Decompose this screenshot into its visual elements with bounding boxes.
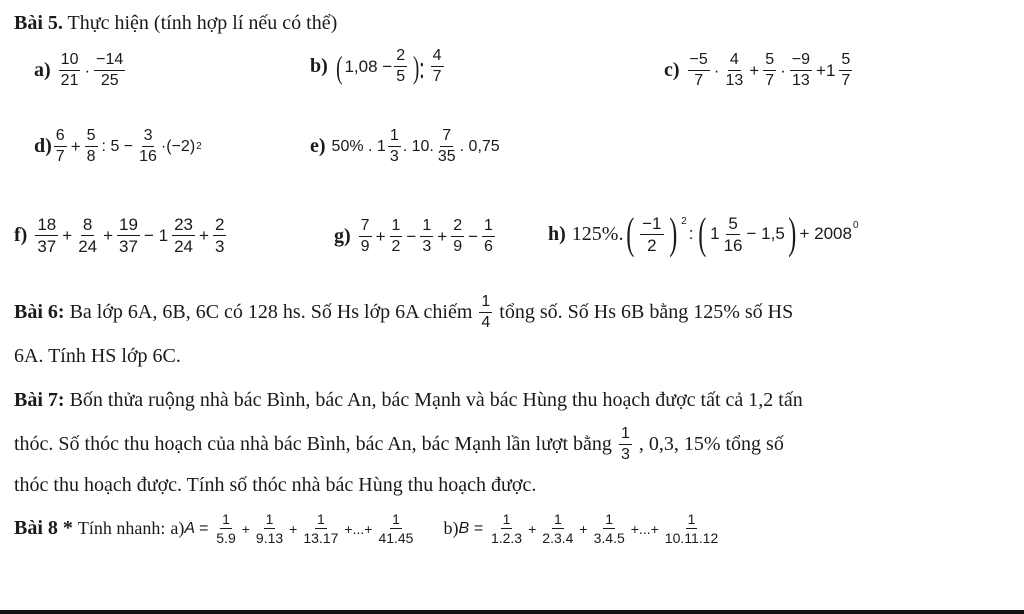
fraction: $\frac{7}{9}$ (360, 217, 370, 255)
fraction: $\frac{1}{10.11.12}$ (664, 511, 719, 546)
b6-line-2: 6A. Tính HS lớp 6C. (14, 345, 181, 367)
fraction: $\frac{1}{3.4.5}$ (593, 511, 625, 546)
fraction: $\frac{3}{16}$ (139, 127, 157, 165)
b8-heading: Bài 8 * (14, 517, 73, 539)
fraction: $\frac{-1}{2}$ (642, 213, 662, 255)
b8-line: Bài 8 * Tính nhanh: a) A = $\frac{1}{5.9}$ + $\frac{1}{9.13}$ + $\frac{1}{13.17}$ +...+ $\frac{1}{41.45}$ b) B = $\frac{1}{1.2.3}$ + $\frac{1}{2.3.4}$ + $\frac{1}{3.4.5}$ +...+ $\frac{1}{10.11.12}$ (14, 511, 719, 546)
problem-5c: c) $\frac{-5}{7}$ · $\frac{4}{13}$ + $\frac{5}{7}$ · $\frac{-9}{13}$ +1 $\frac{5}{7}$ (664, 51, 851, 89)
fraction: $\frac{2}{3}$ (214, 215, 225, 256)
label-5g: g) (334, 225, 351, 247)
fraction: $\frac{10}{21}$ (60, 51, 79, 89)
fraction: $\frac{7}{35}$ (437, 127, 456, 165)
problem-5a: a) $\frac{10}{21}$ · $\frac{-14}{25}$ (34, 51, 124, 89)
fraction: $\frac{-9}{13}$ (791, 51, 811, 89)
fraction: $\frac{23}{24}$ (174, 215, 193, 256)
fraction: $\frac{1}{4}$ (481, 293, 491, 331)
fraction: $\frac{2}{5}$ (396, 47, 406, 85)
label-5d: d) (34, 135, 52, 157)
label-5f: f) (14, 224, 28, 246)
problem-5g: g) $\frac{7}{9}$ + $\frac{1}{2}$ − $\frac{1}{3}$ + $\frac{2}{9}$ − $\frac{1}{6}$ (334, 217, 493, 255)
label-5b: b) (310, 55, 328, 77)
fraction: $\frac{2}{9}$ (453, 217, 463, 255)
b7-line-2: thóc. Số thóc thu hoạch của nhà bác Bình, bác An, bác Mạnh lần lượt bằng $\frac{1}{3}$ , 0,3, 15% tổng số (14, 425, 784, 463)
fraction: $\frac{1}{41.45}$ (378, 511, 414, 546)
fraction: $\frac{-5}{7}$ (689, 51, 708, 89)
fraction: $\frac{4}{7}$ (432, 47, 442, 85)
fraction: $\frac{1}{13.17}$ (303, 511, 339, 546)
fraction: $\frac{1}{6}$ (484, 217, 493, 255)
problem-5h: h) 125%. ( $\frac{-1}{2}$ ) 2 : ( 1 $\frac{5}{16}$ − 1,5 ) + 2008 0 (548, 209, 859, 258)
problem-5e: e) 50% . 1 $\frac{1}{3}$ . 10. $\frac{7}{35}$ . 0,75 (310, 127, 500, 165)
b5-instruction: Thực hiện (tính hợp lí nếu có thể) (67, 12, 338, 34)
problem-5f: f) $\frac{18}{37}$ + $\frac{8}{24}$ + $\frac{19}{37}$ − 1 $\frac{23}{24}$ + $\frac{2}{3}$ (14, 215, 225, 256)
b5-heading: Bài 5. (14, 12, 63, 34)
fraction: $\frac{18}{37}$ (37, 215, 57, 256)
fraction: $\frac{8}{24}$ (78, 215, 98, 256)
label-5c: c) (664, 59, 680, 81)
b7-heading: Bài 7: (14, 389, 65, 411)
fraction: $\frac{-14}{25}$ (96, 51, 124, 89)
fraction: $\frac{1}{1.2.3}$ (490, 511, 523, 546)
fraction: $\frac{5}{7}$ (841, 51, 851, 89)
label-5h: h) (548, 222, 566, 245)
bottom-divider (0, 610, 1024, 614)
problem-5d: d) $\frac{6}{7}$ + $\frac{5}{8}$ : 5 − $\frac{3}{16}$ ·(−2) 2 (34, 127, 202, 165)
b7-line-3: thóc thu hoạch được. Tính số thóc nhà bác Hùng thu hoạch được. (14, 474, 537, 496)
fraction: $\frac{5}{16}$ (723, 213, 743, 255)
problem-5b: b) ( 1,08 − $\frac{2}{5}$ ): $\frac{4}{7}$ (310, 47, 442, 85)
fraction: $\frac{4}{13}$ (725, 51, 744, 89)
b5-title-line (14, 12, 337, 35)
fraction: $\frac{1}{2}$ (391, 217, 401, 255)
b6-line-1: Bài 6: Ba lớp 6A, 6B, 6C có 128 hs. Số Hs lớp 6A chiếm $\frac{1}{4}$ tổng số. Số Hs 6B bằng 125% số HS (14, 293, 794, 331)
fraction: $\frac{5}{8}$ (86, 127, 96, 165)
b7-line-1: Bài 7: Bốn thửa ruộng nhà bác Bình, bác An, bác Mạnh và bác Hùng thu hoạch được tất cả 1,2 tấn (14, 389, 803, 411)
b6-heading: Bài 6: (14, 301, 65, 323)
label-5a: a) (34, 59, 51, 81)
fraction: $\frac{1}{3}$ (389, 127, 399, 165)
fraction: $\frac{1}{3}$ (620, 425, 630, 463)
fraction: $\frac{1}{5.9}$ (216, 511, 236, 546)
label-5e: e) (310, 135, 326, 157)
fraction: $\frac{1}{9.13}$ (255, 511, 284, 546)
fraction: $\frac{1}{3}$ (422, 217, 432, 255)
fraction: $\frac{1}{2.3.4}$ (542, 511, 574, 546)
fraction: $\frac{5}{7}$ (765, 51, 775, 89)
fraction: $\frac{19}{37}$ (119, 215, 138, 256)
fraction: $\frac{6}{7}$ (55, 127, 65, 165)
